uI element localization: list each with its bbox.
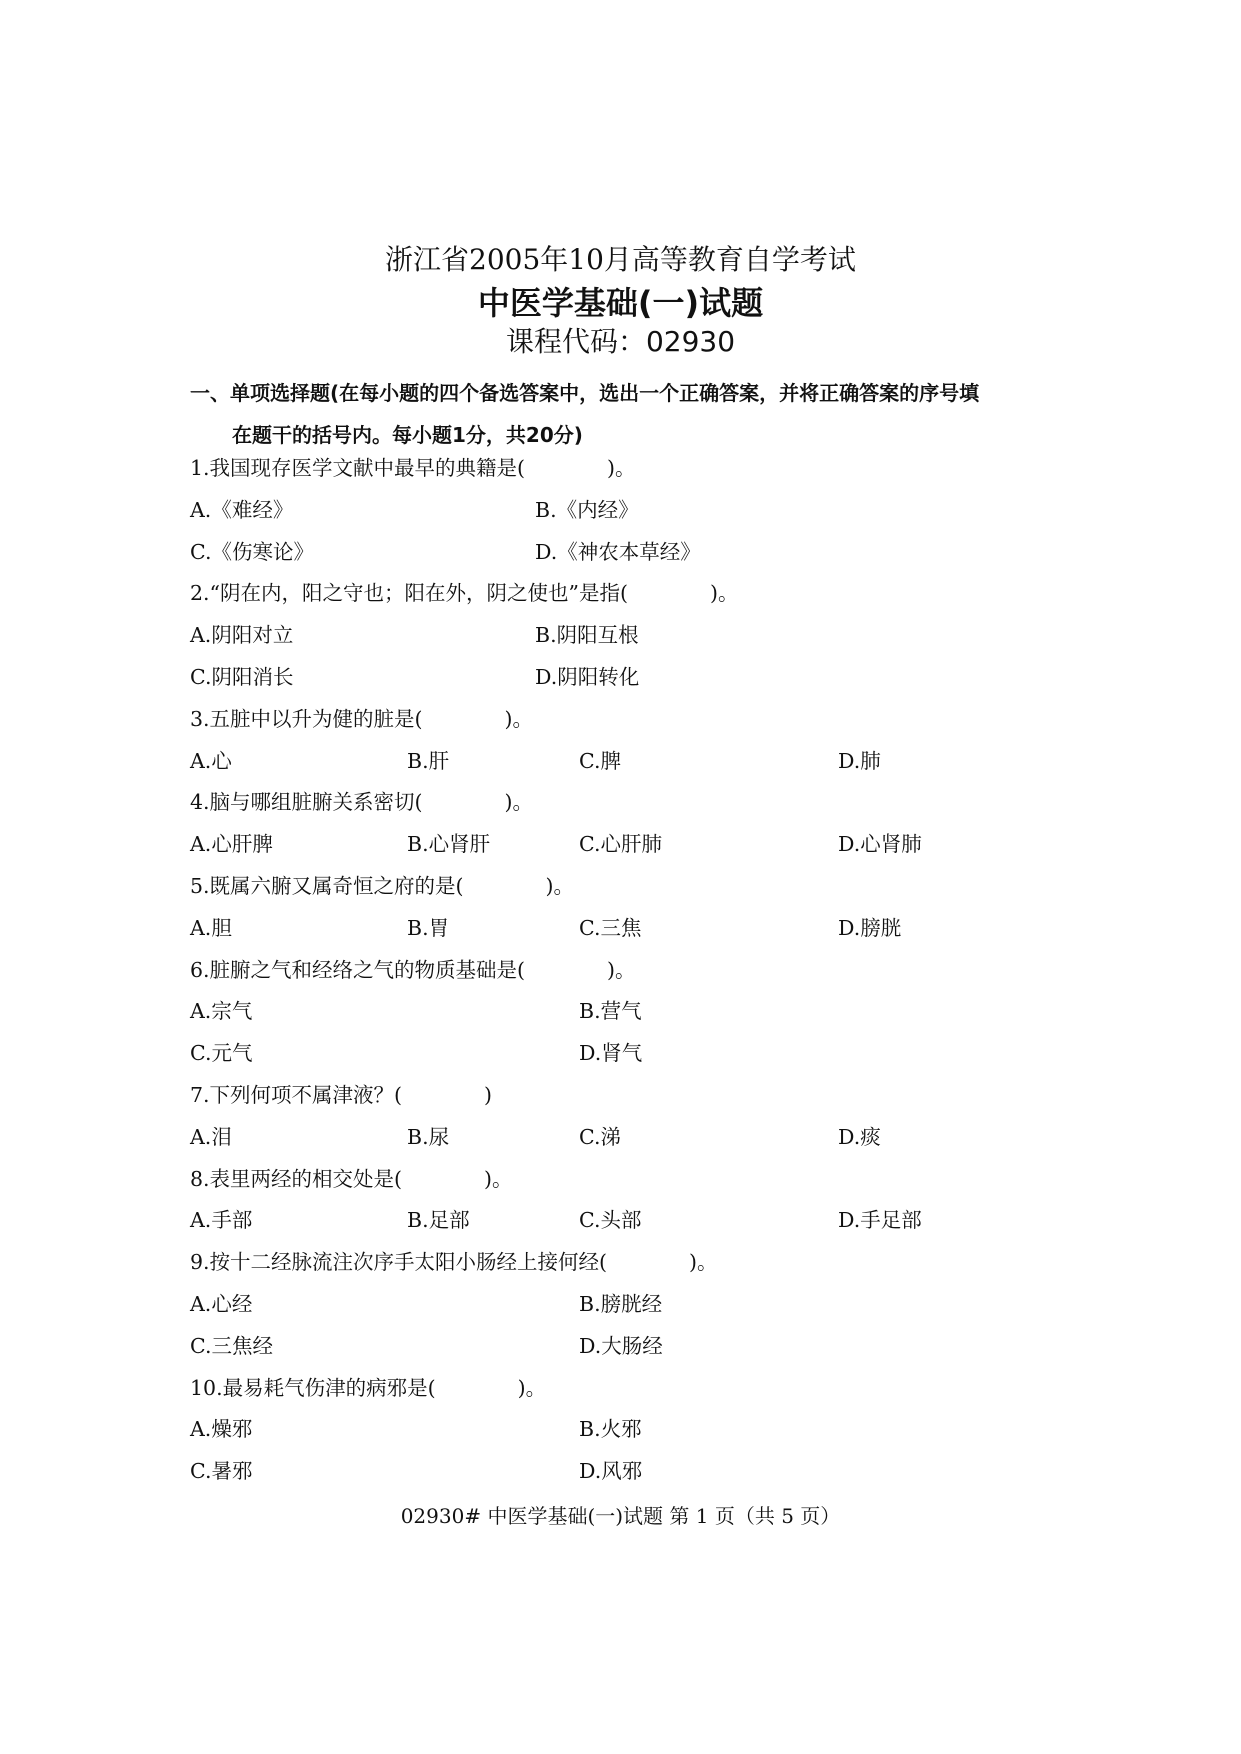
answer-option: A.心经 bbox=[190, 1291, 253, 1316]
option-row bbox=[190, 991, 1090, 1033]
answer-option: B.尿 bbox=[407, 1124, 450, 1149]
question-stem-text: 8.表里两经的相交处是( )。 bbox=[190, 1166, 513, 1191]
answer-option: B.心肾肝 bbox=[407, 832, 491, 857]
question-stem-text: 3.五脏中以升为健的脏是( )。 bbox=[190, 706, 534, 731]
answer-option: C.暑邪 bbox=[190, 1459, 253, 1484]
section-heading-line-1: 一、单项选择题(在每小题的四个备选答案中，选出一个正确答案，并将正确答案的序号填 bbox=[190, 381, 980, 405]
answer-option: C.头部 bbox=[579, 1208, 642, 1233]
exam-title: 浙江省2005年10月高等教育自学考试 bbox=[385, 243, 856, 276]
question-stem bbox=[190, 866, 1090, 908]
question-stem bbox=[190, 782, 1090, 824]
option-row bbox=[190, 1117, 1090, 1159]
question-stem-text: 1.我国现存医学文献中最早的典籍是( )。 bbox=[190, 456, 636, 480]
answer-option: C.心肝肺 bbox=[579, 832, 662, 857]
question-stem bbox=[190, 699, 1090, 741]
option-row bbox=[190, 490, 1090, 532]
answer-option: D.肾气 bbox=[579, 1041, 643, 1066]
answer-option: D.风邪 bbox=[579, 1459, 643, 1484]
answer-option: B.膀胱经 bbox=[579, 1291, 663, 1316]
option-row bbox=[190, 908, 1090, 950]
option-row bbox=[190, 1326, 1090, 1368]
answer-option: A.《难经》 bbox=[190, 497, 294, 522]
option-row bbox=[190, 1200, 1090, 1242]
answer-option: D.《神农本草经》 bbox=[535, 539, 701, 564]
answer-option: D.痰 bbox=[838, 1124, 881, 1149]
answer-option: D.手足部 bbox=[838, 1208, 922, 1233]
question-stem-text: 5.既属六腑又属奇恒之府的是( )。 bbox=[190, 873, 575, 898]
answer-option: C.三焦经 bbox=[190, 1333, 273, 1358]
answer-option: A.泪 bbox=[190, 1124, 232, 1149]
section-heading-line-2: 在题干的括号内。每小题1分，共20分) bbox=[232, 423, 583, 447]
answer-option: C.脾 bbox=[579, 748, 621, 773]
answer-option: D.大肠经 bbox=[579, 1333, 663, 1358]
question-stem-text: 7.下列何项不属津液？( ) bbox=[190, 1082, 493, 1107]
section-heading bbox=[190, 372, 1070, 456]
page-footer: 02930# 中医学基础(一)试题 第 1 页（共 5 页） bbox=[400, 1504, 841, 1528]
answer-option: B.肝 bbox=[407, 748, 450, 773]
question-stem bbox=[190, 950, 1090, 992]
question-stem bbox=[190, 1075, 1090, 1117]
question-list bbox=[190, 448, 1090, 1493]
answer-option: C.元气 bbox=[190, 1041, 253, 1066]
question-stem bbox=[190, 448, 1090, 490]
question-stem-text: 2.“阴在内，阳之守也；阳在外，阴之使也”是指( )。 bbox=[190, 581, 739, 606]
question-stem-text: 9.按十二经脉流注次序手太阳小肠经上接何经( )。 bbox=[190, 1250, 718, 1275]
answer-option: A.手部 bbox=[190, 1208, 253, 1233]
answer-option: B.足部 bbox=[407, 1208, 470, 1233]
question-stem bbox=[190, 1368, 1090, 1410]
answer-option: C.涕 bbox=[579, 1124, 621, 1149]
answer-option: D.肺 bbox=[838, 748, 881, 773]
question-stem bbox=[190, 1242, 1090, 1284]
answer-option: A.阴阳对立 bbox=[190, 623, 294, 648]
course-code: 课程代码：02930 bbox=[505, 325, 736, 358]
answer-option: B.火邪 bbox=[579, 1417, 642, 1442]
option-row bbox=[190, 615, 1090, 657]
answer-option: A.心肝脾 bbox=[190, 832, 273, 857]
option-row bbox=[190, 657, 1090, 699]
answer-option: C.三焦 bbox=[579, 915, 642, 940]
question-stem-text: 6.脏腑之气和经络之气的物质基础是( )。 bbox=[190, 957, 636, 982]
question-stem-text: 4.脑与哪组脏腑关系密切( )。 bbox=[190, 790, 534, 815]
question-stem bbox=[190, 573, 1090, 615]
answer-option: B.胃 bbox=[407, 915, 450, 940]
option-row bbox=[190, 532, 1090, 574]
answer-option: D.阴阳转化 bbox=[535, 664, 640, 689]
question-stem bbox=[190, 1159, 1090, 1201]
option-row bbox=[190, 741, 1090, 783]
option-row bbox=[190, 1451, 1090, 1493]
subject-title: 中医学基础(一)试题 bbox=[477, 284, 764, 322]
answer-option: B.阴阳互根 bbox=[535, 623, 639, 648]
option-row bbox=[190, 1284, 1090, 1326]
answer-option: A.宗气 bbox=[190, 999, 253, 1024]
option-row bbox=[190, 1033, 1090, 1075]
answer-option: D.心肾肺 bbox=[838, 832, 922, 857]
option-row bbox=[190, 824, 1090, 866]
answer-option: A.胆 bbox=[190, 915, 232, 940]
answer-option: D.膀胱 bbox=[838, 915, 902, 940]
answer-option: B.营气 bbox=[579, 999, 642, 1024]
answer-option: A.心 bbox=[190, 748, 232, 773]
answer-option: C.《伤寒论》 bbox=[190, 539, 314, 564]
answer-option: B.《内经》 bbox=[535, 497, 639, 522]
answer-option: A.燥邪 bbox=[190, 1417, 253, 1442]
question-stem-text: 10.最易耗气伤津的病邪是( )。 bbox=[190, 1375, 547, 1400]
option-row bbox=[190, 1409, 1090, 1451]
answer-option: C.阴阳消长 bbox=[190, 664, 294, 689]
